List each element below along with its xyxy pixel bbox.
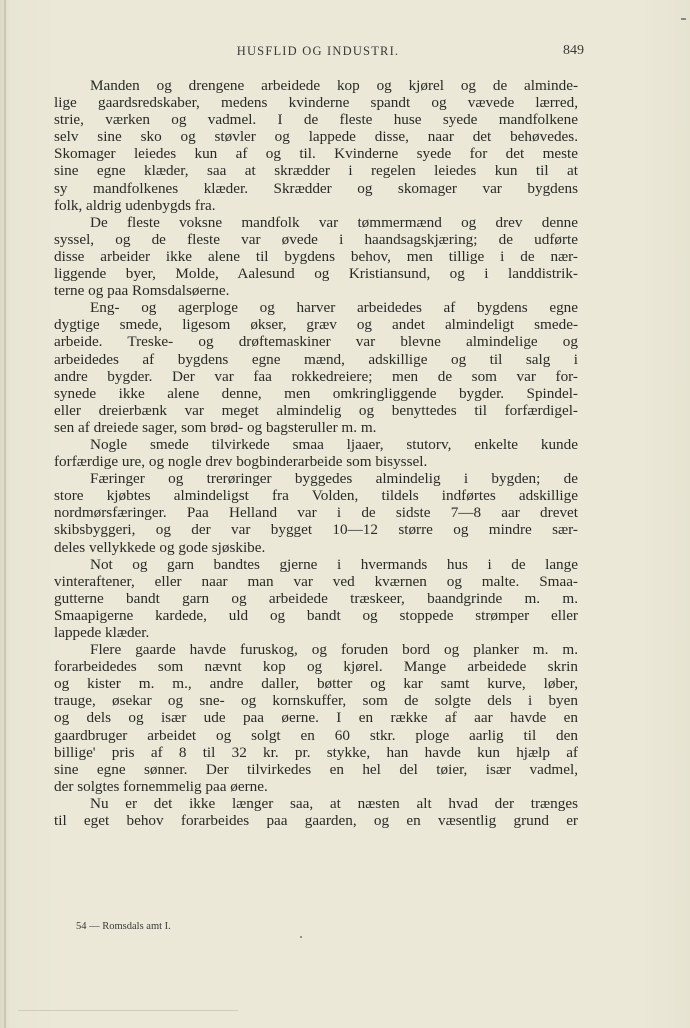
text-line: nordmørsfæringer. Paa Helland var i de sidste 7—8 aar drevet xyxy=(54,504,578,522)
text-line: dygtige smede, ligesom økser, græv og andet almindeligt smede- xyxy=(54,316,578,334)
text-line: Flere gaarde havde furuskog, og foruden bord og planker m. m. xyxy=(90,641,578,659)
text-line: store kjøbtes almindeligst fra Volden, tildels indførtes adskillige xyxy=(54,487,578,505)
text-line: Eng- og agerploge og harver arbeidedes af bygdens egne xyxy=(90,299,578,317)
text-line: Manden og drengene arbeidede kop og kjørel og de alminde- xyxy=(90,77,578,94)
text-line: forarbeidedes som nævnt kop og kjørel. Mange arbeidede skrin xyxy=(54,658,578,676)
text-line: til eget behov forarbeides paa gaarden, og en væsentlig grund er xyxy=(54,812,578,830)
text-line: billige' pris af 8 til 32 kr. pr. stykke, han havde kun hjælp af xyxy=(54,743,578,761)
text-line: sine egne klæder, saa at skrædder i regelen leiedes kun til at xyxy=(54,162,578,180)
text-line: sy mandfolkenes klæder. Skrædder og skomager var bygdens xyxy=(54,179,578,197)
text-line: skibsbyggeri, og der var bygget 10—12 større og mindre sær- xyxy=(54,521,578,539)
text-line: disse arbeider ikke alene til bygdens behov, men tillige i de nær- xyxy=(54,247,578,265)
text-line: og dels og især ude paa øerne. I en række af aar havde en xyxy=(54,709,578,727)
text-line: sine egne sønner. Der tilvirkedes en hel del tøier, især vadmel, xyxy=(54,760,578,778)
text-line: vinteraftener, eller naar man var ved kværnen og malte. Smaa- xyxy=(54,572,578,590)
text-line: deles vellykkede og gode sjøskibe. xyxy=(54,538,266,556)
text-line: folk, aldrig udenbygds fra. xyxy=(54,196,216,214)
text-line: forfærdige ure, og nogle drev bogbinderarbeide som bisyssel. xyxy=(54,453,428,471)
text-line: lappede klæder. xyxy=(54,624,150,641)
text-line: andre bygder. Der var faa rokkedreiere; men de som var for- xyxy=(54,367,578,385)
text-line: Nu er det ikke længer saa, at næsten alt hvad der trænges xyxy=(90,794,578,812)
running-title: HUSFLID OG INDUSTRI. xyxy=(236,44,400,58)
printer-signature: 54 — Romsdals amt I. xyxy=(76,921,171,932)
page-header xyxy=(52,44,584,62)
print-speck-margin xyxy=(681,18,686,20)
text-line: Smaapigerne kardede, uld og bandt og stoppede strømper eller xyxy=(54,606,578,624)
page-number: 849 xyxy=(563,43,584,58)
text-line: og kister m. m., andre daller, bøtter og kar samt kurve, løber, xyxy=(54,675,578,693)
text-line: lige gaardsredskaber, medens kvinderne spandt og vævede lærred, xyxy=(54,94,578,112)
text-line: eller dreierbænk var meget almindelig og benyttedes til forfærdigel- xyxy=(54,401,578,419)
page-spine-shadow xyxy=(4,0,6,1028)
text-line: syssel, og de fleste var øvede i haandsagskjæring; de udførte xyxy=(54,230,578,248)
text-line: terne og paa Romsdalsøerne. xyxy=(54,282,230,300)
text-line: trauge, øsekar og sne- og kornskuffer, som de solgte dels i byen xyxy=(54,692,578,710)
body-text xyxy=(54,77,578,829)
text-line: Skomager leiedes kun af og til. Kvinderne syede for det meste xyxy=(54,145,578,163)
text-line: selv sine sko og støvler og lappede disse, naar det behøvedes. xyxy=(54,128,578,146)
text-line: arbeidedes af bygdens egne mænd, adskillige og til salg i xyxy=(54,350,578,368)
text-line: Not og garn bandtes gjerne i hvermands hus i de lange xyxy=(90,555,578,573)
page-edge-line xyxy=(18,1010,238,1011)
text-line: synede ikke alene denne, men omkringliggende bygder. Spindel- xyxy=(54,384,578,402)
print-speck xyxy=(300,936,302,938)
text-line: De fleste voksne mandfolk var tømmermænd og drev denne xyxy=(90,213,578,231)
text-line: arbeide. Treske- og drøftemaskiner var blevne almindelige og xyxy=(54,333,578,351)
text-line: gutterne bandt garn og arbeidede træskeer, baandgrinde m. m. xyxy=(54,589,578,607)
text-line: liggende byer, Molde, Aalesund og Kristiansund, og i landdistrik- xyxy=(54,265,578,283)
text-line: gaardbruger arbeidet og solgt en 60 stkr. ploge aarlig til den xyxy=(54,726,578,744)
text-line: sen af dreiede sager, som brød- og bagsteruller m. m. xyxy=(54,418,377,436)
text-line: der solgtes fornemmelig paa øerne. xyxy=(54,777,268,795)
text-line: Nogle smede tilvirkede smaa ljaaer, stutorv, enkelte kunde xyxy=(90,435,578,453)
text-line: strie, værken og vadmel. I de fleste huse syede mandfolkene xyxy=(54,111,578,129)
text-line: Færinger og trerøringer byggedes almindelig i bygden; de xyxy=(90,470,578,488)
